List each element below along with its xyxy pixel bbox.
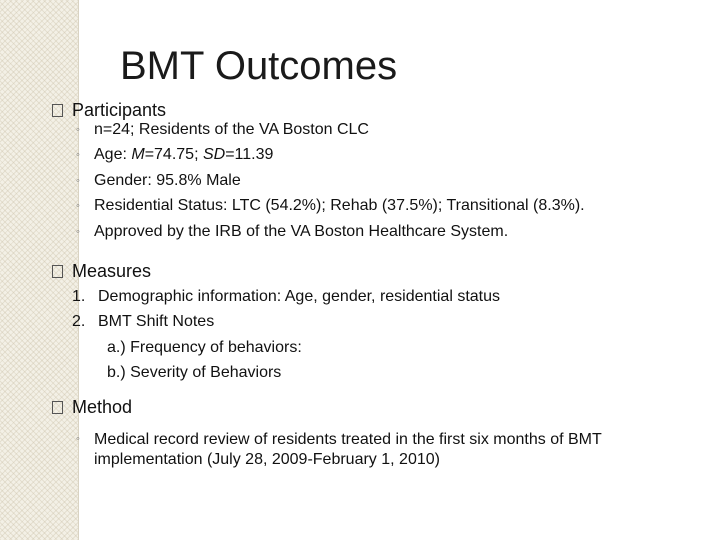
section-heading: Participants	[72, 100, 167, 120]
ring-bullet-icon: ◦	[76, 433, 80, 445]
section-heading: Method	[72, 397, 133, 417]
item-number: 2.	[72, 313, 86, 330]
list-item-text: Medical record review of residents treated in the first six months of BMT implementation (July 28, 2009-February 1, 2010)	[94, 431, 602, 468]
section-measures	[52, 261, 151, 282]
item-text: BMT Shift Notes	[98, 313, 215, 330]
slide-title: BMT Outcomes	[120, 44, 398, 88]
numbered-item	[72, 288, 500, 306]
list-item-text: n=24; Residents of the VA Boston CLC	[94, 121, 369, 138]
age-prefix: Age:	[94, 146, 132, 163]
section-method	[52, 397, 132, 418]
list-item-text: Gender: 95.8% Male	[94, 172, 241, 189]
item-number: 1.	[72, 288, 86, 305]
lettered-item: b.) Severity of Behaviors	[107, 364, 282, 381]
list-item	[76, 172, 241, 191]
list-item-text: Residential Status: LTC (54.2%); Rehab (37.5%); Transitional (8.3%).	[94, 197, 585, 214]
sd-label: SD	[202, 146, 226, 163]
list-item	[76, 146, 273, 165]
checkbox-outline-icon	[52, 104, 63, 117]
list-item	[76, 430, 696, 470]
section-heading: Measures	[72, 261, 152, 281]
list-item-text: Approved by the IRB of the VA Boston Healthcare System.	[94, 223, 509, 240]
mean-value: =74.75;	[144, 146, 203, 163]
lettered-item: a.) Frequency of behaviors:	[107, 339, 302, 356]
sd-value: =11.39	[225, 146, 274, 163]
list-item-text	[94, 146, 273, 165]
numbered-item	[72, 313, 214, 331]
ring-bullet-icon: ◦	[76, 149, 80, 161]
section-participants	[52, 100, 166, 121]
list-item	[76, 197, 585, 216]
ring-bullet-icon: ◦	[76, 200, 80, 212]
list-item	[76, 223, 508, 242]
list-item	[76, 121, 369, 140]
checkbox-outline-icon	[52, 265, 63, 278]
mean-label: M	[131, 146, 145, 163]
ring-bullet-icon: ◦	[76, 175, 80, 187]
ring-bullet-icon: ◦	[76, 226, 80, 238]
checkbox-outline-icon	[52, 401, 63, 414]
ring-bullet-icon: ◦	[76, 124, 80, 136]
item-text: Demographic information: Age, gender, residential status	[98, 288, 501, 305]
